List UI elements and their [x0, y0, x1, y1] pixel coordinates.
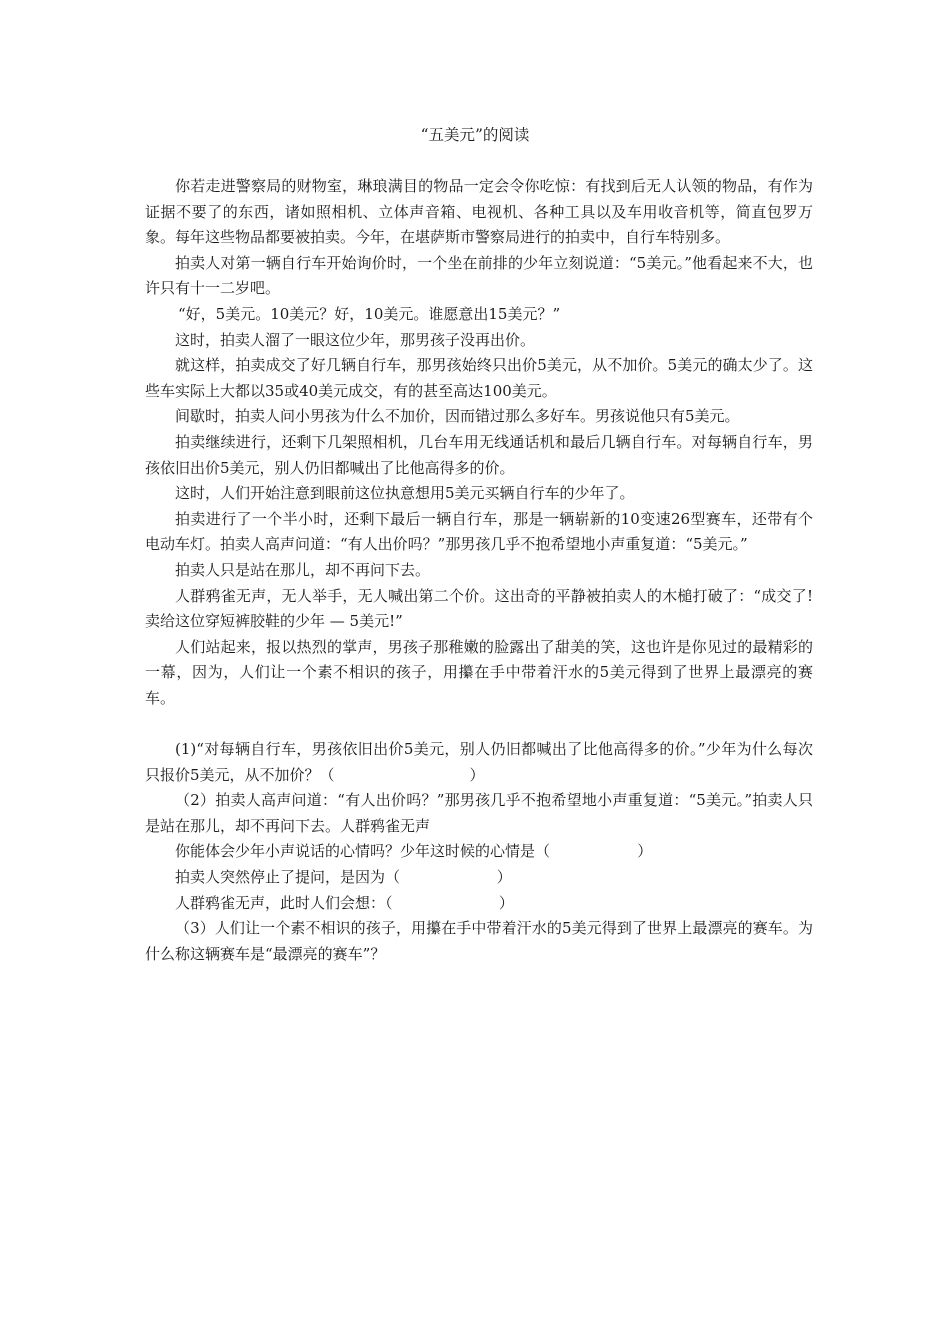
paragraph: 拍卖继续进行，还剩下几架照相机，几台车用无线通话机和最后几辆自行车。对每辆自行车，男孩依旧出价5美元，别人仍旧都喊出了比他高得多的价。: [145, 432, 813, 477]
paragraph: 这时，拍卖人溜了一眼这位少年，那男孩子没再出价。: [175, 330, 536, 349]
question-2b: [145, 865, 813, 891]
question-3: （3）人们让一个素不相识的孩子，用攥在手中带着汗水的5美元得到了世界上最漂亮的赛车。为什么称这辆赛车是“最漂亮的赛车”？: [145, 919, 813, 963]
article-body: [145, 174, 813, 967]
answer-blank[interactable]: [393, 891, 499, 917]
question-2: （2）拍卖人高声问道：“有人出价吗？”那男孩几乎不抱希望地小声重复道：“5美元。”拍卖人只是站在那儿，却不再问下去。人群鸦雀无声: [145, 791, 813, 835]
paragraph: 间歇时，拍卖人问小男孩为什么不加价，因而错过那么多好车。男孩说他只有5美元。: [175, 407, 740, 426]
page-title: “五美元”的阅读: [420, 126, 530, 144]
question-1-text: (1)“对每辆自行车，男孩依旧出价5美元，别人仍旧都喊出了比他高得多的价。”少年为什么每次只报价5美元，从不加价？（: [145, 740, 813, 784]
answer-blank[interactable]: [400, 865, 497, 891]
question-1-close: ）: [469, 765, 485, 784]
question-2a-text: 你能体会少年小声说话的心情吗？少年这时候的心情是（: [175, 842, 551, 861]
paragraph: 拍卖进行了一个半小时，还剩下最后一辆自行车，那是一辆崭新的10变速26型赛车，还带有个电动车灯。拍卖人高声问道：“有人出价吗？”那男孩几乎不抱希望地小声重复道：“5美元。”: [145, 509, 813, 554]
question-2b-close: ）: [496, 868, 512, 887]
answer-blank[interactable]: [550, 839, 637, 865]
question-1: [145, 737, 813, 788]
answer-blank[interactable]: [335, 763, 470, 789]
paragraph: 拍卖人只是站在那儿，却不再问下去。: [175, 560, 431, 579]
paragraph: 这时，人们开始注意到眼前这位执意想用5美元买辆自行车的少年了。: [175, 484, 635, 503]
section-gap: [145, 711, 813, 737]
paragraph: “好，5美元。10美元？好，10美元。谁愿意出15美元？”: [178, 304, 561, 323]
paragraph: 人们站起来，报以热烈的掌声，男孩子那稚嫩的脸露出了甜美的笑，这也许是你见过的最精彩的一幕，因为，人们让一个素不相识的孩子，用攥在手中带着汗水的5美元得到了世界上最漂亮的赛车。: [145, 637, 813, 707]
question-2a-close: ）: [637, 842, 653, 861]
question-2c: [145, 891, 813, 917]
question-2a: [145, 839, 813, 865]
paragraph: 就这样，拍卖成交了好几辆自行车，那男孩始终只出价5美元，从不加价。5美元的确太少了。这些车实际上大都以35或40美元成交，有的甚至高达100美元。: [145, 356, 813, 400]
question-2b-text: 拍卖人突然停止了提问，是因为（: [175, 868, 401, 887]
paragraph: 拍卖人对第一辆自行车开始询价时，一个坐在前排的少年立刻说道：“5美元。”他看起来不大，也许只有十一二岁吧。: [145, 253, 813, 298]
question-2c-close: ）: [498, 893, 514, 912]
paragraph: 你若走进警察局的财物室，琳琅满目的物品一定会令你吃惊：有找到后无人认领的物品，有作为证据不要了的东西，诸如照相机、立体声音箱、电视机、各种工具以及车用收音机等，简直包罗万象。每年这些物品都要被拍卖。今年，在堪萨斯市警察局进行的拍卖中，自行车特别多。: [145, 177, 813, 247]
question-2c-text: 人群鸦雀无声，此时人们会想：（: [175, 893, 393, 912]
paragraph: 人群鸦雀无声，无人举手，无人喊出第二个价。这出奇的平静被拍卖人的木槌打破了：“成交了!卖给这位穿短裤胶鞋的少年 — 5美元!”: [145, 586, 813, 631]
